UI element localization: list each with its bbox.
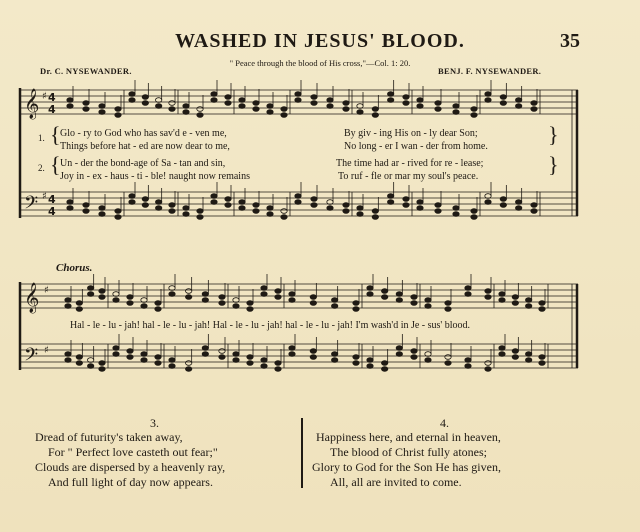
stanza-line: Happiness here, and eternal in heaven,	[316, 430, 501, 444]
note-head	[485, 200, 491, 205]
note-head	[289, 346, 295, 351]
stanza-line: All, all are invited to come.	[330, 475, 462, 489]
note-head	[435, 203, 441, 208]
note-head	[76, 355, 82, 360]
epigraph: " Peace through the blood of His cross,"—Col. 1: 20.	[229, 58, 411, 68]
note-head	[381, 361, 387, 366]
verse-line: No long - er I wan - der from home.	[344, 141, 488, 152]
note-head	[531, 203, 537, 208]
note-head	[185, 295, 191, 300]
note-head	[403, 197, 409, 202]
note-head	[343, 209, 349, 214]
note-head	[515, 206, 521, 211]
note-head	[197, 107, 203, 112]
note-head	[281, 113, 287, 118]
final-barlines	[572, 90, 577, 368]
note-head	[417, 98, 423, 103]
note-head	[343, 107, 349, 112]
note-head	[115, 113, 121, 118]
note-head	[367, 286, 373, 291]
note-head	[267, 110, 273, 115]
bass-clef-icon: 𝄢	[24, 193, 39, 218]
note-head	[127, 301, 133, 306]
note-head	[372, 215, 378, 220]
note-head	[99, 361, 105, 366]
note-head	[453, 104, 459, 109]
note-head	[372, 113, 378, 118]
page-number: 35	[560, 30, 580, 52]
stanza-divider	[301, 418, 303, 488]
note-head	[67, 98, 73, 103]
treble-clef-icon: 𝄞	[24, 283, 40, 313]
note-head	[372, 209, 378, 214]
note-head	[155, 301, 161, 306]
note-head	[343, 203, 349, 208]
note-head	[295, 92, 301, 97]
note-head	[471, 209, 477, 214]
note-head	[169, 358, 175, 363]
verse-line: Joy in - ex - haus - ti - ble! naught now remains	[60, 171, 250, 182]
svg-text:♯: ♯	[42, 191, 47, 202]
note-head	[465, 286, 471, 291]
note-head	[512, 301, 518, 306]
note-head	[261, 364, 267, 369]
note-head	[113, 352, 119, 357]
note-head	[65, 298, 71, 303]
note-head	[425, 304, 431, 309]
note-head	[141, 352, 147, 357]
svg-text:4: 4	[48, 103, 56, 116]
note-head	[465, 364, 471, 369]
stanza-number: 4.	[440, 416, 449, 430]
note-head	[485, 92, 491, 97]
note-head	[367, 292, 373, 297]
note-head	[129, 194, 135, 199]
note-head	[169, 107, 175, 112]
note-head	[435, 209, 441, 214]
note-head	[197, 113, 203, 118]
note-head	[499, 352, 505, 357]
note-head	[367, 364, 373, 369]
note-head	[499, 292, 505, 297]
note-head	[155, 206, 161, 211]
note-head	[512, 355, 518, 360]
verse-line: Un - der the bond-age of Sa - tan and sin,	[60, 158, 226, 169]
stanza-number: 3.	[150, 416, 159, 430]
note-head	[411, 355, 417, 360]
note-head	[99, 289, 105, 294]
stanza-line: And full light of day now appears.	[48, 475, 213, 489]
note-head	[76, 361, 82, 366]
note-head	[435, 107, 441, 112]
note-head	[471, 215, 477, 220]
note-head	[311, 101, 317, 106]
note-head	[289, 352, 295, 357]
note-head	[311, 95, 317, 100]
note-head	[539, 361, 545, 366]
note-head	[247, 361, 253, 366]
note-head	[445, 301, 451, 306]
svg-text:4: 4	[48, 193, 56, 206]
note-head	[129, 98, 135, 103]
note-head	[311, 203, 317, 208]
note-head	[169, 203, 175, 208]
note-head	[99, 367, 105, 372]
note-head	[331, 352, 337, 357]
note-head	[331, 298, 337, 303]
svg-text:4: 4	[48, 205, 56, 218]
note-head	[381, 367, 387, 372]
note-head	[327, 104, 333, 109]
note-head	[202, 346, 208, 351]
note-head	[239, 206, 245, 211]
note-head	[169, 209, 175, 214]
note-head	[411, 295, 417, 300]
note-head	[142, 203, 148, 208]
verse-brace: {	[50, 152, 61, 177]
note-head	[261, 292, 267, 297]
note-head	[155, 104, 161, 109]
note-head	[281, 107, 287, 112]
stanza-line: For " Perfect love casteth out fear;"	[48, 445, 218, 459]
note-head	[353, 361, 359, 366]
note-head	[211, 98, 217, 103]
note-head	[499, 298, 505, 303]
note-head	[417, 104, 423, 109]
note-head	[499, 346, 505, 351]
note-head	[233, 304, 239, 309]
note-head	[310, 301, 316, 306]
note-head	[183, 212, 189, 217]
note-head	[185, 367, 191, 372]
note-head	[525, 304, 531, 309]
note-head	[310, 355, 316, 360]
note-head	[113, 346, 119, 351]
verse-line: The time had ar - rived for re - lease;	[336, 158, 484, 169]
note-head	[327, 206, 333, 211]
note-head	[445, 307, 451, 312]
note-head	[531, 209, 537, 214]
note-head	[65, 352, 71, 357]
note-head	[411, 301, 417, 306]
note-head	[403, 101, 409, 106]
note-head	[169, 292, 175, 297]
note-head	[141, 304, 147, 309]
note-head	[515, 200, 521, 205]
note-head	[275, 367, 281, 372]
note-head	[453, 206, 459, 211]
note-head	[353, 355, 359, 360]
note-head	[445, 361, 451, 366]
note-head	[295, 98, 301, 103]
note-head	[115, 215, 121, 220]
note-head	[453, 110, 459, 115]
note-head	[525, 358, 531, 363]
note-head	[485, 289, 491, 294]
note-head	[155, 361, 161, 366]
note-head	[76, 301, 82, 306]
note-head	[211, 92, 217, 97]
svg-text:4: 4	[48, 91, 56, 104]
note-head	[113, 298, 119, 303]
note-head	[83, 101, 89, 106]
note-head	[367, 358, 373, 363]
chorus-lyric: Hal - le - lu - jah! hal - le - lu - jah! Hal - le - lu - jah! hal - le - lu - jah! I'm wash'd in Je - sus' blood.	[70, 320, 471, 331]
note-head	[539, 355, 545, 360]
note-head	[295, 194, 301, 199]
author-credit: BENJ. F. NYSEWANDER.	[438, 66, 542, 76]
note-head	[142, 95, 148, 100]
verse-brace: }	[548, 122, 559, 147]
note-head	[295, 200, 301, 205]
bass-clef-icon: 𝄢	[24, 345, 39, 370]
note-head	[211, 200, 217, 205]
note-head	[485, 98, 491, 103]
note-head	[225, 95, 231, 100]
note-head	[310, 295, 316, 300]
note-head	[202, 298, 208, 303]
note-head	[219, 295, 225, 300]
note-head	[396, 346, 402, 351]
note-head	[87, 286, 93, 291]
verse-line: Glo - ry to God who has sav'd e - ven me,	[60, 128, 227, 139]
note-head	[267, 206, 273, 211]
note-head	[387, 92, 393, 97]
note-head	[267, 104, 273, 109]
note-head	[531, 107, 537, 112]
note-head	[225, 203, 231, 208]
note-head	[381, 289, 387, 294]
note-head	[261, 286, 267, 291]
note-head	[396, 292, 402, 297]
hymn-title: WASHED IN JESUS' BLOOD.	[175, 30, 465, 52]
note-head	[539, 307, 545, 312]
note-head	[357, 206, 363, 211]
note-head	[83, 203, 89, 208]
verse-line: Things before hat - ed are now dear to me,	[60, 141, 230, 152]
note-head	[435, 101, 441, 106]
note-head	[239, 98, 245, 103]
note-head	[247, 307, 253, 312]
note-head	[471, 107, 477, 112]
note-head	[197, 215, 203, 220]
note-head	[403, 203, 409, 208]
note-head	[239, 104, 245, 109]
note-head	[485, 367, 491, 372]
note-head	[411, 349, 417, 354]
note-head	[500, 95, 506, 100]
note-head	[465, 358, 471, 363]
note-head	[289, 298, 295, 303]
note-head	[233, 358, 239, 363]
note-head	[281, 215, 287, 220]
note-head	[471, 113, 477, 118]
svg-text:♯: ♯	[44, 345, 49, 356]
note-head	[357, 110, 363, 115]
note-head	[353, 307, 359, 312]
note-head	[525, 352, 531, 357]
note-head	[225, 197, 231, 202]
note-head	[155, 307, 161, 312]
note-head	[512, 295, 518, 300]
note-head	[331, 304, 337, 309]
note-head	[381, 295, 387, 300]
note-head	[99, 104, 105, 109]
note-head	[500, 197, 506, 202]
note-head	[353, 301, 359, 306]
note-head	[525, 298, 531, 303]
note-head	[202, 292, 208, 297]
note-head	[87, 364, 93, 369]
stanza-line: Clouds are dispersed by a heavenly ray,	[35, 460, 226, 474]
note-head	[357, 212, 363, 217]
note-head	[403, 95, 409, 100]
note-head	[396, 352, 402, 357]
note-head	[310, 349, 316, 354]
note-head	[500, 101, 506, 106]
note-head	[417, 200, 423, 205]
note-head	[465, 292, 471, 297]
verse-number: 1.	[38, 133, 45, 143]
note-head	[500, 203, 506, 208]
stanza-line: Glory to God for the Son He has given,	[312, 460, 501, 474]
note-head	[87, 292, 93, 297]
stanza-line: The blood of Christ fully atones;	[330, 445, 487, 459]
note-head	[115, 209, 121, 214]
note-head	[425, 298, 431, 303]
note-head	[247, 355, 253, 360]
note-head	[239, 200, 245, 205]
note-head	[65, 304, 71, 309]
note-head	[127, 295, 133, 300]
note-head	[485, 295, 491, 300]
note-head	[129, 200, 135, 205]
note-head	[127, 349, 133, 354]
note-head	[142, 197, 148, 202]
stanza-line: Dread of futurity's taken away,	[35, 430, 183, 444]
note-head	[67, 200, 73, 205]
note-head	[169, 101, 175, 106]
note-head	[83, 107, 89, 112]
note-head	[372, 107, 378, 112]
verse-line: To ruf - fle or mar my soul's peace.	[338, 171, 479, 182]
note-head	[247, 301, 253, 306]
note-head	[67, 104, 73, 109]
note-head	[261, 358, 267, 363]
note-head	[99, 212, 105, 217]
note-head	[155, 200, 161, 205]
note-head	[219, 301, 225, 306]
note-head	[99, 110, 105, 115]
note-head	[183, 206, 189, 211]
note-head	[127, 355, 133, 360]
note-head	[485, 361, 491, 366]
note-head	[331, 358, 337, 363]
note-head	[275, 295, 281, 300]
note-head	[327, 98, 333, 103]
verse-brace: }	[548, 152, 559, 177]
note-head	[99, 206, 105, 211]
note-head	[99, 295, 105, 300]
note-head	[233, 352, 239, 357]
chorus-label: Chorus.	[56, 262, 93, 274]
note-head	[531, 101, 537, 106]
note-head	[387, 98, 393, 103]
note-head	[202, 352, 208, 357]
note-head	[253, 203, 259, 208]
note-head	[417, 206, 423, 211]
note-head	[515, 104, 521, 109]
note-head	[253, 107, 259, 112]
note-head	[343, 101, 349, 106]
note-head	[515, 98, 521, 103]
note-head	[185, 361, 191, 366]
note-head	[453, 212, 459, 217]
note-head	[396, 298, 402, 303]
composer-credit: Dr. C. NYSEWANDER.	[40, 66, 132, 76]
note-head	[275, 289, 281, 294]
note-head	[281, 209, 287, 214]
note-head	[219, 355, 225, 360]
svg-text:♯: ♯	[42, 91, 47, 102]
note-head	[142, 101, 148, 106]
note-head	[253, 209, 259, 214]
note-head	[253, 101, 259, 106]
verse-brace: {	[50, 122, 61, 147]
note-head	[425, 358, 431, 363]
note-head	[65, 358, 71, 363]
note-head	[169, 364, 175, 369]
note-head	[155, 355, 161, 360]
note-head	[267, 212, 273, 217]
note-head	[512, 349, 518, 354]
note-head	[185, 289, 191, 294]
svg-text:♯: ♯	[44, 285, 49, 296]
note-head	[197, 209, 203, 214]
verse-number: 2.	[38, 163, 45, 173]
note-head	[83, 209, 89, 214]
note-head	[183, 104, 189, 109]
note-head	[183, 110, 189, 115]
note-head	[311, 197, 317, 202]
verse-line: By giv - ing His on - ly dear Son;	[344, 128, 478, 139]
note-head	[225, 101, 231, 106]
note-head	[539, 301, 545, 306]
note-head	[219, 349, 225, 354]
note-head	[445, 355, 451, 360]
note-head	[115, 107, 121, 112]
note-head	[387, 200, 393, 205]
note-head	[76, 307, 82, 312]
treble-clef-icon: 𝄞	[24, 89, 40, 119]
note-head	[275, 361, 281, 366]
note-head	[387, 194, 393, 199]
note-head	[67, 206, 73, 211]
note-head	[289, 292, 295, 297]
note-head	[211, 194, 217, 199]
note-head	[129, 92, 135, 97]
note-head	[141, 358, 147, 363]
